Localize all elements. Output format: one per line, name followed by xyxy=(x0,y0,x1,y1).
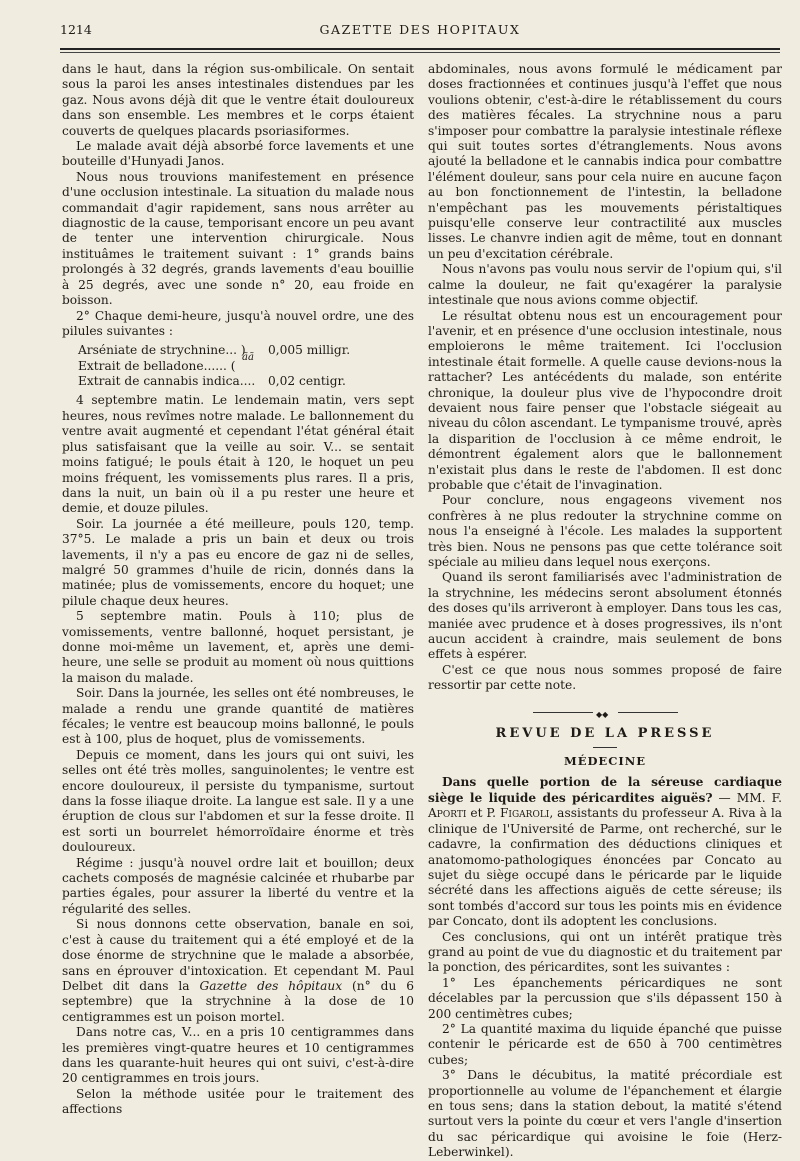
short-rule xyxy=(593,747,617,748)
header-rule xyxy=(60,48,780,50)
article-title: Dans quelle portion de la séreuse cardiaque siège le liquide des péricardites aiguës? xyxy=(428,775,782,805)
journal-title: Gazette des hôpitaux xyxy=(199,978,343,993)
text-run: et P. xyxy=(466,806,500,821)
ingredient-name: Arséniate de strychnine... ) xyxy=(78,343,246,358)
text-run: (n° du 6 septembre) que la strychnine à la dose de 10 centigrammes est un poison mortel. xyxy=(62,978,415,1024)
author-name: Figaroli xyxy=(499,806,550,821)
text-run: — MM. F. xyxy=(712,790,783,805)
paragraph: dans le haut, dans la région sus-ombilicale. On sentait sous la paroi les anses intestinales distendues par les gaz. Nous avons déjà dit que le ventre était douloureux dans son ensemble. Les membres et le corps étaient couverts de quelques placards psoriasiformes. xyxy=(62,62,414,138)
page-header xyxy=(60,22,780,44)
author-name: Aporti xyxy=(428,806,467,821)
paragraph xyxy=(62,917,414,1025)
left-column xyxy=(62,62,414,1118)
text-run: , assistants du professeur A. Riva à la clinique de l'Université de Parme, ont recherché, sur le cadavre, la confirmation des déductions cliniques et anatomomo-pathologiques énoncées par Concato au sujet du siège occupé dans le péricarde par le liquide sécrété dans les affections aiguës de cette séreuse; ils sont tombés d'accord sur tous les points mis en évidence par Concato, dont ils adoptent les conclusions. xyxy=(428,806,782,929)
ingredient-dose: 0,005 milligr. xyxy=(268,343,351,358)
paragraph: Dans notre cas, V... en a pris 10 centigrammes dans les premières vingt-quatre heures et 10 centigrammes dans les quarante-huit heures qui ont suivi, c'est-à-dire 20 centigrammes en trois jours. xyxy=(62,1025,414,1086)
ingredient-name: Extrait de belladone...... ( xyxy=(78,358,236,373)
paragraph: abdominales, nous avons formulé le médicament par doses fractionnées et continues jusqu'à l'effet que nous voulions obtenir, c'est-à-dire le rétablissement du cours des matières fécales. La strychnine nous a paru s'imposer pour combattre la paralysie intestinale réflexe qui suit toutes sortes d'étranglements. Nous avons ajouté la belladone et le cannabis indica pour combattre l'élément douleur, sans pour cela nuire en aucune façon au bon fonctionnement de l'intestin, la belladone n'empêchant pas les mouvements péristaltiques puisqu'elle conserve leur contractilité aux muscles lisses. Le chanvre indien agit de même, tout en donnant un peu d'excitation cérébrale. xyxy=(428,62,782,261)
paragraph: Soir. Dans la journée, les selles ont été nombreuses, le malade a rendu une grande quantité de matières fécales; le ventre est beaucoup moins ballonné, le pouls est à 100, plus de hoquet, plus de vomissements. xyxy=(62,686,414,747)
header-rule-thin xyxy=(60,52,780,53)
paragraph: C'est ce que nous nous sommes proposé de faire ressortir par cette note. xyxy=(428,662,782,693)
paragraph: Depuis ce moment, dans les jours qui ont suivi, les selles ont été très molles, sanguinolentes; le ventre est encore douloureux, il persiste du tympanisme, surtout dans la fosse iliaque droite. La langue est sale. Il y a une éruption de clous sur l'abdomen et sur la fesse droite. Il est sorti un bourrelet hémorroïdaire énorme et très douloureux. xyxy=(62,747,414,855)
page-number: 1214 xyxy=(60,22,92,37)
paragraph: Quand ils seront familiarisés avec l'administration de la strychnine, les médecins seront absolument étonnés des doses qu'ils arriveront à employer. Dans tous les cas, maniée avec prudence et à doses progressives, ils n'ont aucun accident à craindre, mais seulement de bons effets à espérer. xyxy=(428,570,782,662)
paragraph: Nous n'avons pas voulu nous servir de l'opium qui, s'il calme la douleur, ne fait qu'exagérer la paralysie intestinale que nous avions comme objectif. xyxy=(428,262,782,308)
running-title: GAZETTE DES HOPITAUX xyxy=(319,22,521,37)
section-ornament xyxy=(428,708,782,719)
ornament-line xyxy=(533,712,593,713)
article-lead xyxy=(428,775,782,929)
paragraph: 4 septembre matin. Le lendemain matin, vers sept heures, nous revîmes notre malade. Le ballonnement du ventre avait augmenté et cependant l'état général était plus satisfaisant que la veille au soir. V... se sentait moins fatigué; le pouls était à 120, le hoquet un peu moins fréquent, les vomissements plus rares. Il a pris, dans la nuit, un bain où il a pu rester une heure et demie, et douze pilules. xyxy=(62,393,414,516)
paragraph: 1° Les épanchements péricardiques ne sont décelables par la percussion que s'ils dépassent 150 à 200 centimètres cubes; xyxy=(428,975,782,1021)
paragraph: Selon la méthode usitée pour le traitement des affections xyxy=(62,1086,414,1117)
text-run: Si nous donnons cette observation, banale en soi, c'est à cause du traitement qui a été employé et de la dose énorme de strychnine que le malade a absorbée, sans en éprouver d'intoxication. Et cependant M. Paul Delbet dit dans la xyxy=(62,917,414,993)
ingredient-name: Extrait de cannabis indica.... xyxy=(78,374,256,389)
paragraph: 5 septembre matin. Pouls à 110; plus de vomissements, ventre ballonné, hoquet persistant, je donne moi-même un lavement, et, après une demi-heure, une selle se produit au moment où nous quittions la maison du malade. xyxy=(62,609,414,685)
paragraph: Nous nous trouvions manifestement en présence d'une occlusion intestinale. La situation du malade nous commandait d'agir rapidement, sans nous arrêter au diagnostic de la cause, temporisant encore un peu avant de tenter une intervention chirurgicale. Nous instituâmes le traitement suivant : 1° grands bains prolongés à 32 degrés, grands lavements d'eau bouillie à 25 degrés, avec une sonde n° 20, eau froide en boisson. xyxy=(62,169,414,308)
section-heading: REVUE DE LA PRESSE xyxy=(495,725,715,741)
paragraph: Pour conclure, nous engageons vivement nos confrères à ne plus redouter la strychnine comme on nous l'a enseigné à l'école. Les malades la supportent très bien. Nous ne pensons pas que cette tolérance soit spéciale au milieu dans lequel nous exerçons. xyxy=(428,493,782,569)
paragraph: Régime : jusqu'à nouvel ordre lait et bouillon; deux cachets composés de magnésie calcinée et rhubarbe par parties égales, pour assurer la liberté du ventre et la régularité des selles. xyxy=(62,855,414,916)
right-column xyxy=(428,62,782,1161)
paragraph: Le résultat obtenu nous est un encouragement pour l'avenir, et en présence d'une occlusion intestinale, nous emploierons le même traitement. Ici l'occlusion intestinale était formelle. A quelle cause devions-nous la rattacher? Les antécédents du malade, son entérite chronique, la douleur plus vive de l'hypocondre droit devaient nous faire penser que l'obstacle siégeait au niveau du côlon ascendant. Le tympanisme trouvé, après la disparition de l'occlusion à ce même endroit, le démontrent également alors que le ballonnement n'existait plus dans le reste de l'abdomen. Il est donc probable que c'était de l'invagination. xyxy=(428,308,782,492)
ana-mark: ãã xyxy=(242,352,254,364)
paragraph: Soir. La journée a été meilleure, pouls 120, temp. 37°5. Le malade a pris un bain et deux ou trois lavements, il n'y a pas eu encore de gaz ni de selles, malgré 50 grammes d'huile de ricin, donnés dans la matinée; plus de vomissements, encore du hoquet; une pilule chaque deux heures. xyxy=(62,516,414,608)
ornament-line xyxy=(618,712,678,713)
ornament-diamond-icon: ◆◆ xyxy=(596,709,609,719)
subsection-heading: MÉDECINE xyxy=(563,754,647,769)
prescription xyxy=(78,343,414,389)
paragraph: 2° Chaque demi-heure, jusqu'à nouvel ordre, une des pilules suivantes : xyxy=(62,308,414,338)
paragraph: 2° La quantité maxima du liquide épanché que puisse contenir le péricarde est de 650 à 700 centimètres cubes; xyxy=(428,1021,782,1067)
paragraph: Ces conclusions, qui ont un intérêt pratique très grand au point de vue du diagnostic et du traitement par la ponction, des péricardites, sont les suivantes : xyxy=(428,929,782,975)
paragraph: Le malade avait déjà absorbé force lavements et une bouteille d'Hunyadi Janos. xyxy=(62,139,414,169)
ingredient-dose: 0,02 centigr. xyxy=(268,374,346,389)
paragraph: 3° Dans le décubitus, la matité précordiale est proportionnelle au volume de l'épanchement et élargie en tous sens; dans la station debout, la matité s'étend surtout vers la pointe du cœur et vers l'angle d'insertion du sac péricardique qui avoisine le foie (Herz-Leberwinkel). xyxy=(428,1068,782,1160)
